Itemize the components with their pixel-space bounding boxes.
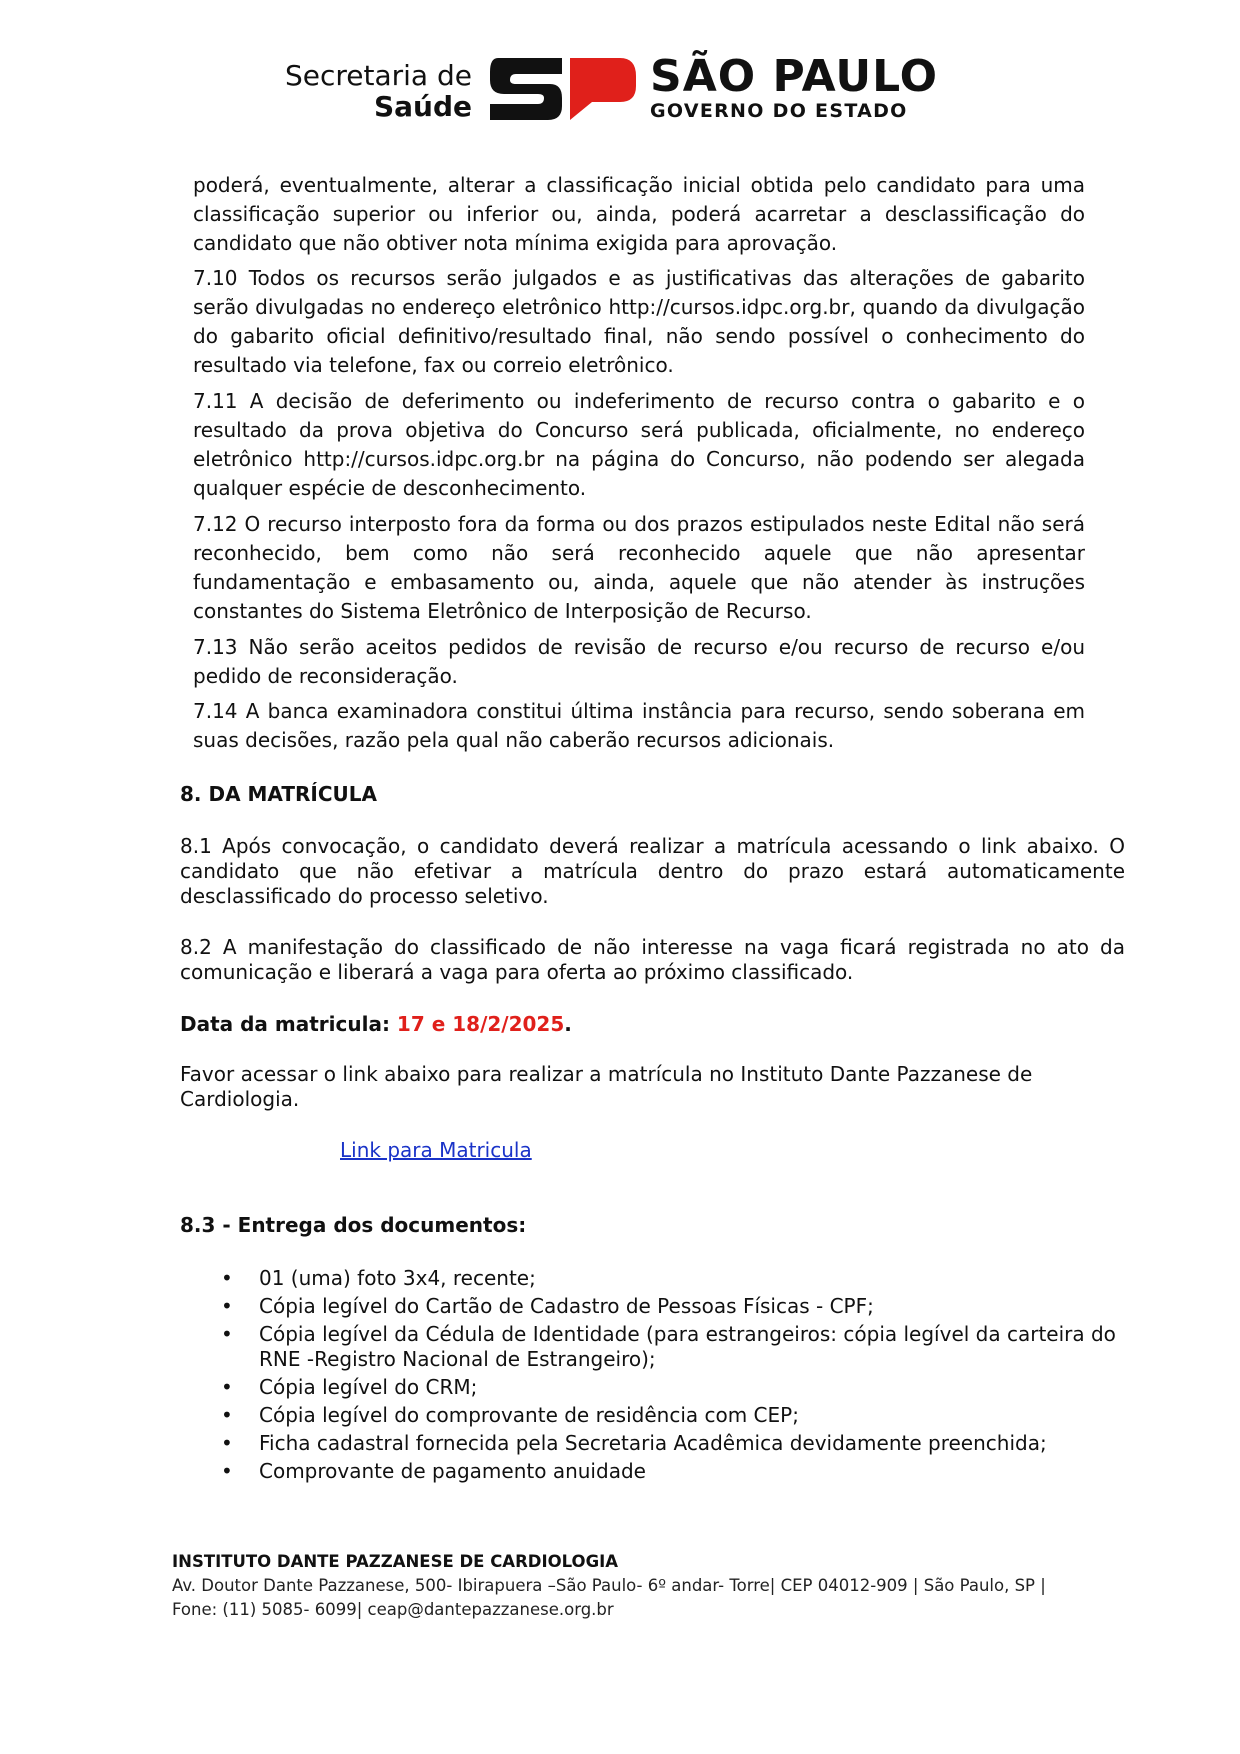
- list-item: • Cópia legível do CRM;: [221, 1375, 478, 1399]
- list-item: • Cópia legível do comprovante de residência com CEP;: [221, 1403, 799, 1427]
- access-link-instruction: Favor acessar o link abaixo para realizar a matrícula no Instituto Dante Pazzanese de Cardiologia.: [180, 1062, 1033, 1111]
- paragraph-7-11: 7.11 A decisão de deferimento ou indeferimento de recurso contra o gabarito e o resultado da prova objetiva do Concurso será publicada, oficialmente, no endereço eletrônico http://cursos.idpc.org.br na página do Concurso, não podendo ser alegada qualquer espécie de desconhecimento.: [193, 389, 1085, 500]
- sp-logo-icon: [488, 56, 638, 122]
- section-8-3-title: 8.3 - Entrega dos documentos:: [180, 1213, 527, 1237]
- paragraph-7-13: 7.13 Não serão aceitos pedidos de revisão de recurso e/ou recurso de recurso e/ou pedido de reconsideração.: [193, 635, 1085, 688]
- state-title: SÃO PAULO: [650, 51, 938, 102]
- bullet-icon: •: [221, 1431, 233, 1455]
- enrollment-link[interactable]: Link para Matricula: [340, 1138, 532, 1162]
- list-item: • Comprovante de pagamento anuidade: [221, 1459, 646, 1483]
- enrollment-date-period: .: [564, 1012, 572, 1036]
- governo-sp-wordmark: [650, 51, 938, 122]
- footer-address: Av. Doutor Dante Pazzanese, 500- Ibirapuera –São Paulo- 6º andar- Torre| CEP 04012-909 | São Paulo, SP |: [172, 1576, 1046, 1595]
- documents-list: [215, 1266, 1135, 1487]
- bullet-icon: •: [221, 1322, 233, 1346]
- paragraph-7-12: 7.12 O recurso interposto fora da forma ou dos prazos estipulados neste Edital não será reconhecido, bem como não será reconhecido aquele que não apresentar fundamentação e embasamento ou, ainda, aquele que não atender às instruções constantes do Sistema Eletrônico de Interposição de Recurso.: [193, 512, 1085, 623]
- enrollment-date: [180, 1012, 1125, 1037]
- paragraph-8-2: 8.2 A manifestação do classificado de não interesse na vaga ficará registrada no ato da comunicação e liberará a vaga para oferta ao próximo classificado.: [180, 935, 1125, 984]
- paragraph-7-14: 7.14 A banca examinadora constitui última instância para recurso, sendo soberana em suas decisões, razão pela qual não caberão recursos adicionais.: [193, 699, 1085, 752]
- list-item: • Ficha cadastral fornecida pela Secretaria Acadêmica devidamente preenchida;: [221, 1431, 1047, 1455]
- secretaria-line2: Saúde: [373, 90, 472, 123]
- bullet-icon: •: [221, 1459, 233, 1483]
- list-item: • Cópia legível do Cartão de Cadastro de Pessoas Físicas - CPF;: [221, 1294, 874, 1318]
- list-item: • 01 (uma) foto 3x4, recente;: [221, 1266, 536, 1290]
- paragraph-8-1: 8.1 Após convocação, o candidato deverá realizar a matrícula acessando o link abaixo. O candidato que não efetivar a matrícula dentro do prazo estará automaticamente desclassificado do processo seletivo.: [180, 834, 1125, 908]
- list-item: • Cópia legível da Cédula de Identidade (para estrangeiros: cópia legível da carteira do RNE -Registro Nacional de Estrangeiro);: [221, 1322, 1116, 1371]
- secretaria-saude-label: [250, 60, 472, 122]
- paragraph-7-9-continuation: poderá, eventualmente, alterar a classificação inicial obtida pelo candidato para uma classificação superior ou inferior ou, ainda, poderá acarretar a desclassificação do candidato que não obtiver nota mínima exigida para aprovação.: [193, 173, 1085, 255]
- bullet-icon: •: [221, 1403, 233, 1427]
- secretaria-line1: Secretaria de: [284, 59, 472, 92]
- page-footer: [172, 1550, 1122, 1622]
- bullet-icon: •: [221, 1294, 233, 1318]
- enrollment-date-value: 17 e 18/2/2025: [396, 1012, 565, 1036]
- footer-contact: Fone: (11) 5085- 6099| ceap@dantepazzanese.org.br: [172, 1600, 614, 1619]
- bullet-icon: •: [221, 1375, 233, 1399]
- paragraph-7-10: 7.10 Todos os recursos serão julgados e as justificativas das alterações de gabarito serão divulgadas no endereço eletrônico http://cursos.idpc.org.br, quando da divulgação do gabarito oficial definitivo/resultado final, não sendo possível o conhecimento do resultado via telefone, fax ou correio eletrônico.: [193, 266, 1085, 377]
- bullet-icon: •: [221, 1266, 233, 1290]
- section-8-title: 8. DA MATRÍCULA: [180, 782, 377, 806]
- enrollment-date-label: Data da matricula:: [180, 1012, 390, 1036]
- page-header: [250, 52, 970, 130]
- footer-institute-name: INSTITUTO DANTE PAZZANESE DE CARDIOLOGIA: [172, 1552, 619, 1571]
- state-subtitle: GOVERNO DO ESTADO: [650, 100, 908, 122]
